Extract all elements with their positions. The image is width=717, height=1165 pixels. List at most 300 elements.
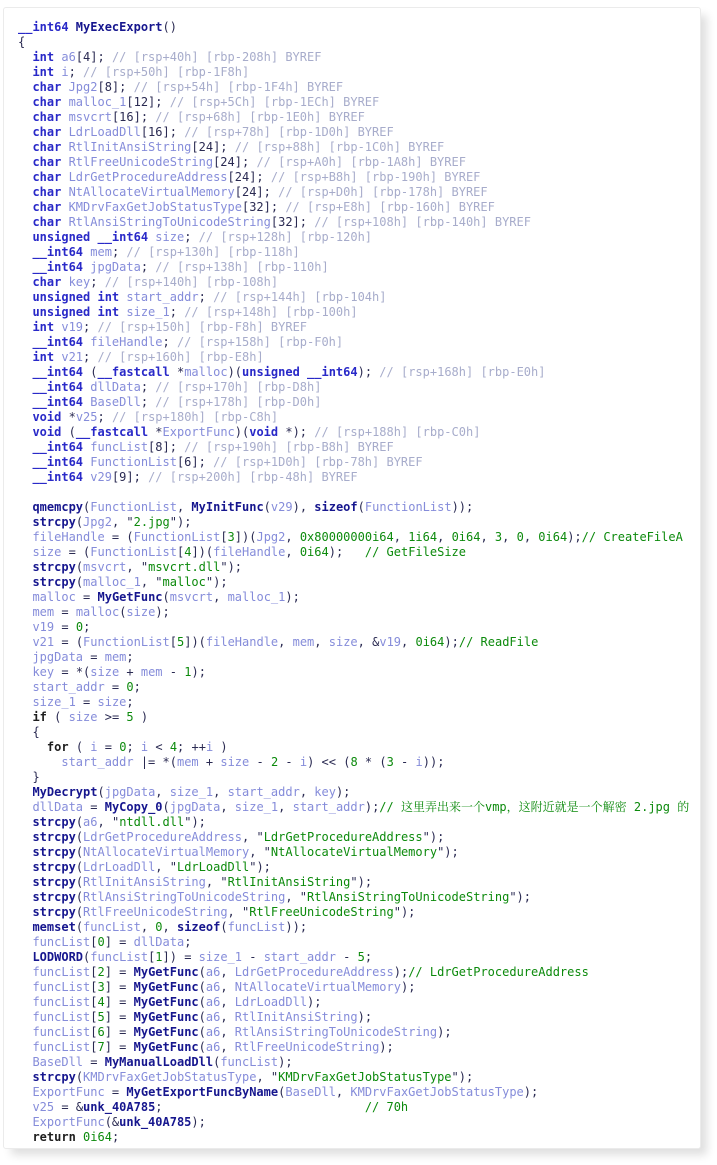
token: ); — [307, 995, 322, 1009]
code-line — [18, 515, 700, 530]
token: [12]; — [126, 95, 170, 109]
token: LdrLoadDll — [83, 860, 156, 874]
token: memset — [32, 920, 76, 934]
token: [ — [90, 995, 98, 1009]
token: < — [148, 740, 170, 754]
token: FunctionList — [83, 635, 170, 649]
code-line — [18, 1130, 700, 1145]
token: key — [68, 275, 91, 289]
token — [18, 620, 32, 634]
token: start_addr — [61, 755, 134, 769]
token: __int64 — [32, 440, 91, 454]
token: jpgData — [169, 800, 221, 814]
code-line — [18, 830, 700, 845]
token: // [rsp+D0h] [rbp-178h] BYREF — [278, 185, 488, 199]
token — [18, 1025, 32, 1039]
token: MyDecrypt — [32, 785, 98, 799]
token: ( — [75, 830, 84, 844]
token: char — [32, 200, 69, 214]
token: // [rsp+188h] [rbp-C0h] — [314, 425, 481, 439]
token: [ — [90, 980, 98, 994]
token: ); — [567, 530, 582, 544]
token: // [rsp+54h] [rbp-1F4h] BYREF — [133, 80, 344, 94]
token: ( — [162, 800, 170, 814]
code-line — [18, 680, 700, 695]
token: FunctionList — [90, 500, 177, 514]
token: "); — [184, 815, 206, 829]
token — [18, 1040, 32, 1054]
token: )( — [234, 425, 250, 439]
token: LdrGetProcedureAddress — [263, 830, 423, 844]
code-line — [18, 260, 700, 275]
token — [18, 560, 32, 574]
token: ( — [75, 860, 84, 874]
token: = ( — [54, 635, 84, 649]
token: ( — [263, 500, 271, 514]
token: // [rsp+B8h] [rbp-190h] BYREF — [270, 170, 481, 184]
token: ( — [162, 590, 170, 604]
code-line — [18, 770, 700, 785]
token: 0x80000000i64 — [299, 530, 394, 544]
token: , — [523, 530, 539, 544]
token — [18, 1070, 32, 1084]
token: ( — [83, 950, 91, 964]
token — [18, 125, 32, 139]
token: char — [32, 80, 69, 94]
token: // [rsp+170h] [rbp-D8h] — [155, 380, 322, 394]
token: )); — [285, 920, 308, 934]
token: ] = — [104, 935, 134, 949]
token: "); — [205, 575, 228, 589]
token: for — [46, 740, 69, 754]
token: msvcrt — [169, 590, 214, 604]
token: start_addr — [227, 785, 300, 799]
token: "); — [393, 905, 416, 919]
token: unsigned int — [32, 290, 127, 304]
token: , " — [126, 560, 149, 574]
token: - — [242, 950, 264, 964]
token — [18, 740, 47, 754]
token: // [rsp+128h] [rbp-120h] — [198, 230, 373, 244]
token: , " — [256, 1070, 279, 1084]
code-line — [18, 1085, 700, 1100]
token: // [rsp+144h] [rbp-104h] — [213, 290, 387, 304]
token: , — [285, 530, 300, 544]
token: ( — [213, 1055, 221, 1069]
token: ( — [75, 515, 84, 529]
token: [8]; — [97, 80, 134, 94]
token: RtlAnsiStringToUnicodeString — [68, 215, 271, 229]
token — [18, 710, 32, 724]
token — [18, 635, 32, 649]
token: ; — [140, 260, 156, 274]
token: msvcrt.dll — [148, 560, 221, 574]
token: [ — [90, 1025, 98, 1039]
token: funcList — [32, 935, 91, 949]
token: a6 — [205, 1040, 221, 1054]
token: char — [32, 275, 69, 289]
token: strcpy — [32, 815, 76, 829]
token: size — [155, 230, 185, 244]
token: MyManualLoadDll — [104, 1055, 214, 1069]
token: v29 — [270, 500, 293, 514]
token: , " — [249, 845, 271, 859]
token: , " — [140, 575, 163, 589]
token: malloc_1 — [227, 590, 286, 604]
token: RtlInitAnsiString — [68, 140, 192, 154]
token: 0i64 — [299, 545, 329, 559]
pseudocode-view[interactable] — [4, 8, 700, 1145]
token: , — [299, 785, 315, 799]
code-line — [18, 785, 700, 800]
token: 0 — [516, 530, 524, 544]
token: size — [32, 545, 62, 559]
token: , — [278, 635, 293, 649]
token: ; — [184, 935, 192, 949]
token: // [rsp+1D0h] [rbp-78h] BYREF — [213, 455, 423, 469]
token: [ — [220, 530, 228, 544]
token: a6 — [61, 50, 76, 64]
token: ); — [364, 800, 380, 814]
token: msvcrt — [68, 110, 112, 124]
token: BaseDll — [285, 1085, 336, 1099]
token: 3 — [386, 755, 394, 769]
token: ); — [328, 545, 365, 559]
token: 0i64 — [415, 635, 445, 649]
token: i — [415, 755, 423, 769]
token: ) << ( — [307, 755, 351, 769]
token: start_addr — [126, 290, 199, 304]
token: strcpy — [32, 860, 76, 874]
token: 7 — [97, 1040, 105, 1054]
token: strcpy — [32, 1070, 76, 1084]
token: ( — [357, 500, 365, 514]
token: MyGetFunc — [133, 995, 199, 1009]
token: , " — [227, 905, 250, 919]
token: size_1 — [198, 950, 243, 964]
token: jpgData — [32, 650, 84, 664]
code-line — [18, 545, 700, 560]
token — [18, 515, 32, 529]
token: ( — [75, 575, 84, 589]
token: NtAllocateVirtualMemory — [68, 185, 235, 199]
token: unsigned __int64 — [32, 230, 156, 244]
token: __int64 — [32, 365, 91, 379]
token: unk_40A785 — [83, 1100, 156, 1114]
token: [ — [90, 1040, 98, 1054]
token: ; — [83, 620, 91, 634]
code-line — [18, 155, 700, 170]
token: // [rsp+150h] [rbp-F8h] BYREF — [97, 320, 308, 334]
token: , " — [242, 830, 264, 844]
code-line — [18, 35, 700, 50]
token: [16]; — [140, 125, 185, 139]
token — [18, 95, 32, 109]
token: RtlAnsiStringToUnicodeString — [83, 890, 286, 904]
token: size — [328, 635, 358, 649]
token: 5 — [126, 710, 134, 724]
token: = — [104, 1085, 127, 1099]
token: = ( — [104, 530, 134, 544]
token: v19 — [379, 635, 402, 649]
token: ExportFunc — [32, 1085, 105, 1099]
token: LdrLoadDll — [68, 125, 141, 139]
token: , " — [111, 515, 134, 529]
token: RtlAnsiStringToUnicodeString — [307, 890, 510, 904]
token: MyGetExportFuncByName — [126, 1085, 279, 1099]
token: __int64 — [32, 380, 91, 394]
token — [18, 785, 32, 799]
code-line — [18, 860, 700, 875]
token: * — [155, 425, 163, 439]
token — [18, 890, 32, 904]
token: // CreateFileA — [581, 530, 683, 544]
token: dllData — [133, 935, 185, 949]
token: size — [68, 710, 98, 724]
token: 0 — [75, 620, 84, 634]
code-line — [18, 995, 700, 1010]
token: MyExecExport — [75, 20, 163, 34]
token: funcList — [32, 980, 91, 994]
token — [18, 410, 32, 424]
token — [18, 500, 32, 514]
token: 2 — [270, 755, 279, 769]
token: ( — [75, 815, 84, 829]
token: start_addr — [263, 950, 336, 964]
token: [8]; — [148, 440, 185, 454]
token: start_addr — [32, 680, 105, 694]
code-line — [18, 305, 700, 320]
token: // [rsp+78h] [rbp-1D0h] BYREF — [184, 125, 394, 139]
token — [18, 995, 32, 1009]
token — [18, 695, 32, 709]
token — [18, 1055, 32, 1069]
token: ( — [198, 1025, 206, 1039]
token: MyGetFunc — [133, 1040, 199, 1054]
token: - — [393, 755, 416, 769]
code-line — [18, 890, 700, 905]
code-line — [18, 65, 700, 80]
token: Jpg2 — [83, 515, 112, 529]
token — [18, 80, 32, 94]
token: LdrGetProcedureAddress — [234, 965, 394, 979]
token: ; ++ — [177, 740, 206, 754]
token: ; — [184, 230, 199, 244]
token: strcpy — [32, 515, 76, 529]
token: funcList — [32, 995, 91, 1009]
code-line — [18, 185, 700, 200]
token: ; — [198, 290, 214, 304]
token — [18, 905, 32, 919]
token: 0i64 — [451, 530, 481, 544]
code-line — [18, 755, 700, 770]
code-line — [18, 905, 700, 920]
token: msvcrt — [83, 560, 127, 574]
token: RtlInitAnsiString — [83, 875, 206, 889]
token: ( — [97, 785, 105, 799]
token: size_1 — [234, 800, 279, 814]
token — [18, 260, 32, 274]
token: 5 — [357, 950, 365, 964]
token: ( — [83, 500, 91, 514]
code-line — [18, 290, 700, 305]
code-line — [18, 590, 700, 605]
token: a6 — [205, 1025, 221, 1039]
token: "); — [451, 1070, 474, 1084]
token: // [rsp+140h] [rbp-108h] — [104, 275, 279, 289]
token: size — [126, 605, 156, 619]
token: 0 — [97, 935, 105, 949]
token: = — [83, 1055, 105, 1069]
token: // LdrGetProcedureAddress — [408, 965, 589, 979]
token — [18, 980, 32, 994]
token: [ — [169, 635, 177, 649]
token: BaseDll — [32, 1055, 84, 1069]
token — [18, 590, 32, 604]
token: ) — [213, 740, 228, 754]
token: ] = — [104, 1010, 134, 1024]
token — [18, 1115, 32, 1129]
token: malloc — [75, 605, 120, 619]
token — [18, 335, 32, 349]
token: strcpy — [32, 845, 76, 859]
token: 4 — [184, 545, 192, 559]
token: funcList — [32, 1010, 91, 1024]
token: ) — [133, 710, 149, 724]
token — [18, 830, 32, 844]
token: jpgData — [104, 785, 156, 799]
token: - — [335, 950, 358, 964]
token: [4]; — [75, 50, 112, 64]
token: FunctionList — [364, 500, 452, 514]
token: , & — [357, 635, 380, 649]
token: () — [162, 20, 177, 34]
token: )); — [422, 755, 445, 769]
token: ); — [523, 1085, 539, 1099]
token: // [rsp+40h] [rbp-208h] BYREF — [111, 50, 322, 64]
token: = — [97, 740, 120, 754]
token: ; — [126, 650, 134, 664]
token: ])( — [184, 635, 206, 649]
token: // [rsp+158h] [rbp-F0h] — [176, 335, 344, 349]
token: a6 — [205, 980, 221, 994]
code-line — [18, 80, 700, 95]
token: KMDrvFaxGetJobStatusType — [68, 200, 242, 214]
token: ( — [198, 980, 206, 994]
token: ; — [83, 320, 98, 334]
token — [18, 1130, 32, 1144]
code-line — [18, 125, 700, 140]
code-line — [18, 215, 700, 230]
token: ); — [357, 365, 380, 379]
token: // [rsp+50h] [rbp-1F8h] — [83, 65, 250, 79]
token: KMDrvFaxGetJobStatusType — [83, 1070, 257, 1084]
token: ; — [126, 695, 134, 709]
token — [18, 155, 32, 169]
token: KMDrvFaxGetJobStatusType — [278, 1070, 452, 1084]
token: * — [68, 410, 76, 424]
token: 1 — [155, 950, 163, 964]
token: ] = — [104, 965, 134, 979]
token: unsigned int — [32, 305, 127, 319]
token: // [rsp+138h] [rbp-110h] — [155, 260, 329, 274]
token: * — [176, 365, 185, 379]
pseudocode-window — [3, 7, 701, 1149]
token: __int64 — [32, 395, 91, 409]
token: "); — [350, 875, 373, 889]
token — [18, 395, 32, 409]
token: ( — [75, 890, 84, 904]
token: int — [32, 350, 62, 364]
token: // [rsp+68h] [rbp-1E0h] BYREF — [155, 110, 365, 124]
token: [ — [90, 965, 98, 979]
token — [18, 140, 32, 154]
token — [18, 860, 32, 874]
token: a6 — [83, 815, 98, 829]
token: "); — [509, 890, 532, 904]
token: 3 — [227, 530, 235, 544]
token: 6 — [97, 1025, 105, 1039]
token: ( — [75, 560, 84, 574]
token: // [rsp+E8h] [rbp-160h] BYREF — [285, 200, 495, 214]
token: [ — [176, 545, 185, 559]
token: ( — [75, 845, 84, 859]
token: LODWORD — [32, 950, 84, 964]
token: + — [119, 665, 141, 679]
token — [18, 305, 32, 319]
token: ( — [75, 1070, 84, 1084]
token: mem — [176, 755, 199, 769]
token: FunctionList — [90, 545, 177, 559]
token — [18, 650, 32, 664]
token: NtAllocateVirtualMemory — [83, 845, 250, 859]
token: ); — [335, 785, 351, 799]
token: ; — [169, 305, 185, 319]
token — [18, 320, 32, 334]
token: 2 — [97, 965, 105, 979]
token: ; — [97, 410, 112, 424]
code-line — [18, 980, 700, 995]
token: KMDrvFaxGetJobStatusType — [350, 1085, 524, 1099]
token: ; — [364, 950, 373, 964]
token: char — [32, 215, 69, 229]
code-line — [18, 200, 700, 215]
code-line — [18, 1115, 700, 1130]
code-line — [18, 530, 700, 545]
token: // ReadFile — [458, 635, 539, 649]
code-line — [18, 695, 700, 710]
token: ; — [90, 275, 105, 289]
token — [18, 65, 32, 79]
token: ; — [111, 245, 127, 259]
code-line — [18, 380, 700, 395]
token: ; — [133, 680, 141, 694]
token: "); — [422, 830, 445, 844]
token: ), — [292, 500, 315, 514]
token: , — [278, 800, 293, 814]
token: ; — [83, 350, 98, 364]
token: MyGetFunc — [133, 965, 199, 979]
token: , — [393, 530, 409, 544]
token — [18, 605, 32, 619]
token: size — [97, 695, 127, 709]
token: __int64 — [32, 260, 91, 274]
token: 1i64 — [408, 530, 438, 544]
code-line — [18, 1055, 700, 1070]
token: ] = — [104, 1040, 134, 1054]
token: 3 — [97, 980, 105, 994]
token: Jpg2 — [256, 530, 286, 544]
